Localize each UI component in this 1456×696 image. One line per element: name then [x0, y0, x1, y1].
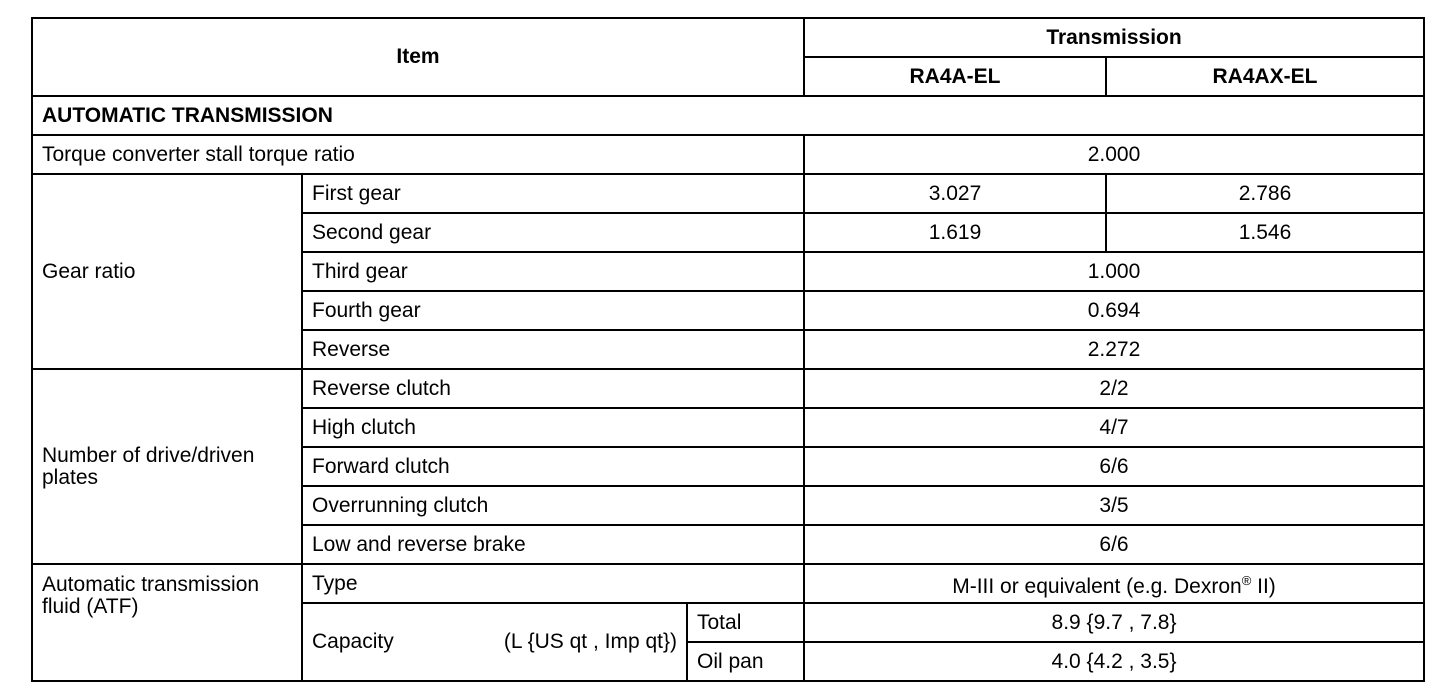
reverse-clutch-value: 2/2 — [804, 369, 1424, 408]
table-row — [32, 174, 1424, 213]
low-reverse-brake-label: Low and reverse brake — [302, 525, 804, 564]
gear-ratio-group: Gear ratio — [32, 174, 302, 369]
atf-type-text: M-III or equivalent (e.g. Dexron — [952, 574, 1242, 598]
section-row — [32, 96, 1424, 135]
reverse-gear-value: 2.272 — [804, 330, 1424, 369]
oil-pan-label: Oil pan — [687, 642, 804, 681]
header-transmission: Transmission — [804, 18, 1424, 57]
stall-ratio-label: Torque converter stall torque ratio — [32, 135, 804, 174]
reverse-gear-label: Reverse — [302, 330, 804, 369]
fourth-gear-value: 0.694 — [804, 291, 1424, 330]
forward-clutch-label: Forward clutch — [302, 447, 804, 486]
reverse-clutch-label: Reverse clutch — [302, 369, 804, 408]
capacity-label-wrap — [312, 631, 677, 653]
second-gear-label: Second gear — [302, 213, 804, 252]
oil-pan-value: 4.0 {4.2 , 3.5} — [804, 642, 1424, 681]
overrunning-clutch-label: Overrunning clutch — [302, 486, 804, 525]
stall-ratio-value: 2.000 — [804, 135, 1424, 174]
forward-clutch-value: 6/6 — [804, 447, 1424, 486]
atf-group: Automatic transmission fluid (ATF) — [32, 564, 302, 681]
capacity-label: Capacity — [312, 630, 394, 653]
header-model-a: RA4A-EL — [804, 57, 1106, 96]
total-value: 8.9 {9.7 , 7.8} — [804, 603, 1424, 642]
third-gear-label: Third gear — [302, 252, 804, 291]
header-item: Item — [32, 18, 804, 96]
atf-type-suffix: II) — [1251, 574, 1276, 598]
first-gear-label: First gear — [302, 174, 804, 213]
second-gear-a: 1.619 — [804, 213, 1106, 252]
high-clutch-label: High clutch — [302, 408, 804, 447]
header-row-1 — [32, 18, 1424, 57]
table-row — [32, 369, 1424, 408]
fourth-gear-label: Fourth gear — [302, 291, 804, 330]
registered-mark: ® — [1241, 572, 1252, 588]
high-clutch-value: 4/7 — [804, 408, 1424, 447]
first-gear-a: 3.027 — [804, 174, 1106, 213]
section-title: AUTOMATIC TRANSMISSION — [32, 96, 1424, 135]
table-row — [32, 564, 1424, 603]
capacity-cell — [302, 603, 687, 681]
atf-type-value — [804, 564, 1424, 603]
spec-table — [31, 17, 1425, 682]
header-model-b: RA4AX-EL — [1106, 57, 1424, 96]
second-gear-b: 1.546 — [1106, 213, 1424, 252]
plates-group: Number of drive/driven plates — [32, 369, 302, 564]
third-gear-value: 1.000 — [804, 252, 1424, 291]
overrunning-clutch-value: 3/5 — [804, 486, 1424, 525]
total-label: Total — [687, 603, 804, 642]
capacity-unit: (L {US qt , Imp qt}) — [503, 630, 677, 653]
atf-type-label: Type — [302, 564, 804, 603]
first-gear-b: 2.786 — [1106, 174, 1424, 213]
low-reverse-brake-value: 6/6 — [804, 525, 1424, 564]
table-row — [32, 135, 1424, 174]
